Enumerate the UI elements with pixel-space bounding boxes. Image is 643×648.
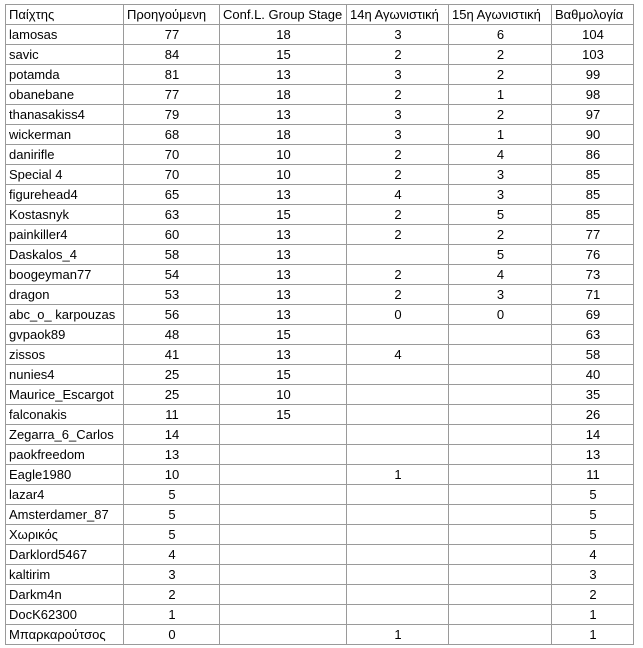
previous-cell[interactable]: 70 (124, 145, 220, 165)
total-cell[interactable]: 35 (552, 385, 634, 405)
previous-cell[interactable]: 58 (124, 245, 220, 265)
total-cell[interactable]: 85 (552, 165, 634, 185)
matchday-14-cell[interactable] (347, 365, 449, 385)
matchday-14-cell[interactable]: 0 (347, 305, 449, 325)
matchday-15-cell[interactable] (449, 445, 552, 465)
previous-cell[interactable]: 10 (124, 465, 220, 485)
player-cell[interactable]: dragon (6, 285, 124, 305)
matchday-15-cell[interactable]: 5 (449, 205, 552, 225)
matchday-14-cell[interactable] (347, 245, 449, 265)
matchday-14-cell[interactable] (347, 505, 449, 525)
header-row (6, 5, 634, 25)
group-stage-cell[interactable]: 13 (220, 265, 347, 285)
table-row (6, 605, 634, 625)
total-cell[interactable]: 85 (552, 185, 634, 205)
header-matchday-14[interactable]: 14η Αγωνιστική (347, 5, 449, 25)
group-stage-cell[interactable]: 13 (220, 105, 347, 125)
previous-cell[interactable]: 65 (124, 185, 220, 205)
total-cell[interactable]: 11 (552, 465, 634, 485)
total-cell[interactable]: 13 (552, 445, 634, 465)
group-stage-cell[interactable]: 13 (220, 225, 347, 245)
table-row (6, 285, 634, 305)
total-cell[interactable]: 5 (552, 505, 634, 525)
table-row (6, 325, 634, 345)
player-cell[interactable]: paokfreedom (6, 445, 124, 465)
matchday-15-cell[interactable] (449, 545, 552, 565)
matchday-14-cell[interactable] (347, 605, 449, 625)
player-cell[interactable]: Χωρικός (6, 525, 124, 545)
table-row (6, 365, 634, 385)
matchday-14-cell[interactable] (347, 405, 449, 425)
table-row (6, 65, 634, 85)
player-cell[interactable]: lazar4 (6, 485, 124, 505)
player-cell[interactable]: danirifle (6, 145, 124, 165)
total-cell[interactable]: 99 (552, 65, 634, 85)
matchday-14-cell[interactable]: 2 (347, 165, 449, 185)
group-stage-cell[interactable]: 15 (220, 45, 347, 65)
matchday-14-cell[interactable] (347, 585, 449, 605)
table-row (6, 105, 634, 125)
matchday-15-cell[interactable] (449, 525, 552, 545)
previous-cell[interactable]: 54 (124, 265, 220, 285)
group-stage-cell[interactable]: 15 (220, 325, 347, 345)
group-stage-cell[interactable] (220, 485, 347, 505)
player-cell[interactable]: Amsterdamer_87 (6, 505, 124, 525)
previous-cell[interactable]: 56 (124, 305, 220, 325)
player-cell[interactable]: lamosas (6, 25, 124, 45)
group-stage-cell[interactable] (220, 425, 347, 445)
group-stage-cell[interactable] (220, 545, 347, 565)
table-row (6, 585, 634, 605)
table-row (6, 25, 634, 45)
matchday-14-cell[interactable] (347, 425, 449, 445)
total-cell[interactable]: 5 (552, 485, 634, 505)
total-cell[interactable]: 58 (552, 345, 634, 365)
matchday-14-cell[interactable]: 2 (347, 285, 449, 305)
table-row (6, 185, 634, 205)
player-cell[interactable]: DocK62300 (6, 605, 124, 625)
previous-cell[interactable]: 25 (124, 385, 220, 405)
previous-cell[interactable]: 77 (124, 25, 220, 45)
table-row (6, 305, 634, 325)
player-cell[interactable]: savic (6, 45, 124, 65)
previous-cell[interactable]: 41 (124, 345, 220, 365)
matchday-14-cell[interactable]: 2 (347, 45, 449, 65)
matchday-15-cell[interactable]: 4 (449, 265, 552, 285)
total-cell[interactable]: 26 (552, 405, 634, 425)
table-row (6, 225, 634, 245)
previous-cell[interactable]: 13 (124, 445, 220, 465)
previous-cell[interactable]: 53 (124, 285, 220, 305)
group-stage-cell[interactable]: 15 (220, 205, 347, 225)
matchday-14-cell[interactable] (347, 525, 449, 545)
header-previous[interactable]: Προηγούμενη (124, 5, 220, 25)
total-cell[interactable]: 1 (552, 605, 634, 625)
matchday-15-cell[interactable] (449, 465, 552, 485)
player-cell[interactable]: nunies4 (6, 365, 124, 385)
matchday-14-cell[interactable]: 1 (347, 465, 449, 485)
previous-cell[interactable]: 84 (124, 45, 220, 65)
table-row (6, 85, 634, 105)
group-stage-cell[interactable] (220, 605, 347, 625)
total-cell[interactable]: 85 (552, 205, 634, 225)
matchday-15-cell[interactable]: 2 (449, 45, 552, 65)
matchday-14-cell[interactable]: 3 (347, 25, 449, 45)
total-cell[interactable]: 86 (552, 145, 634, 165)
player-cell[interactable]: Eagle1980 (6, 465, 124, 485)
table-row (6, 405, 634, 425)
table-row (6, 505, 634, 525)
previous-cell[interactable]: 2 (124, 585, 220, 605)
matchday-15-cell[interactable] (449, 405, 552, 425)
header-group-stage[interactable]: Conf.L. Group Stage (220, 5, 347, 25)
player-cell[interactable]: zissos (6, 345, 124, 365)
group-stage-cell[interactable] (220, 625, 347, 645)
player-cell[interactable]: thanasakiss4 (6, 105, 124, 125)
total-cell[interactable]: 97 (552, 105, 634, 125)
group-stage-cell[interactable]: 13 (220, 65, 347, 85)
total-cell[interactable]: 76 (552, 245, 634, 265)
matchday-14-cell[interactable]: 4 (347, 185, 449, 205)
table-row (6, 345, 634, 365)
total-cell[interactable]: 69 (552, 305, 634, 325)
group-stage-cell[interactable]: 10 (220, 145, 347, 165)
player-cell[interactable]: kaltirim (6, 565, 124, 585)
matchday-14-cell[interactable]: 3 (347, 105, 449, 125)
table-row (6, 465, 634, 485)
previous-cell[interactable]: 63 (124, 205, 220, 225)
matchday-15-cell[interactable]: 3 (449, 285, 552, 305)
matchday-14-cell[interactable]: 2 (347, 205, 449, 225)
player-cell[interactable]: figurehead4 (6, 185, 124, 205)
matchday-15-cell[interactable]: 0 (449, 305, 552, 325)
matchday-15-cell[interactable] (449, 485, 552, 505)
table-row (6, 265, 634, 285)
total-cell[interactable]: 2 (552, 585, 634, 605)
group-stage-cell[interactable]: 13 (220, 285, 347, 305)
group-stage-cell[interactable]: 15 (220, 365, 347, 385)
total-cell[interactable]: 104 (552, 25, 634, 45)
total-cell[interactable]: 77 (552, 225, 634, 245)
previous-cell[interactable]: 4 (124, 545, 220, 565)
group-stage-cell[interactable]: 18 (220, 125, 347, 145)
matchday-14-cell[interactable]: 2 (347, 225, 449, 245)
matchday-15-cell[interactable] (449, 505, 552, 525)
total-cell[interactable]: 3 (552, 565, 634, 585)
matchday-15-cell[interactable]: 2 (449, 225, 552, 245)
group-stage-cell[interactable]: 10 (220, 165, 347, 185)
matchday-15-cell[interactable]: 1 (449, 125, 552, 145)
matchday-15-cell[interactable]: 5 (449, 245, 552, 265)
matchday-15-cell[interactable] (449, 365, 552, 385)
matchday-14-cell[interactable] (347, 325, 449, 345)
standings-table (5, 4, 634, 645)
player-cell[interactable]: painkiller4 (6, 225, 124, 245)
matchday-15-cell[interactable] (449, 345, 552, 365)
total-cell[interactable]: 63 (552, 325, 634, 345)
group-stage-cell[interactable]: 10 (220, 385, 347, 405)
player-cell[interactable]: Zegarra_6_Carlos (6, 425, 124, 445)
group-stage-cell[interactable] (220, 585, 347, 605)
player-cell[interactable]: Kostasnyk (6, 205, 124, 225)
matchday-14-cell[interactable]: 4 (347, 345, 449, 365)
table-row (6, 45, 634, 65)
player-cell[interactable]: potamda (6, 65, 124, 85)
table-row (6, 205, 634, 225)
group-stage-cell[interactable]: 18 (220, 25, 347, 45)
matchday-14-cell[interactable]: 1 (347, 625, 449, 645)
player-cell[interactable]: abc_o_ karpouzas (6, 305, 124, 325)
group-stage-cell[interactable]: 15 (220, 405, 347, 425)
matchday-15-cell[interactable]: 2 (449, 65, 552, 85)
matchday-15-cell[interactable] (449, 605, 552, 625)
total-cell[interactable]: 73 (552, 265, 634, 285)
total-cell[interactable]: 4 (552, 545, 634, 565)
previous-cell[interactable]: 1 (124, 605, 220, 625)
previous-cell[interactable]: 5 (124, 485, 220, 505)
table-row (6, 525, 634, 545)
total-cell[interactable]: 103 (552, 45, 634, 65)
total-cell[interactable]: 98 (552, 85, 634, 105)
previous-cell[interactable]: 70 (124, 165, 220, 185)
matchday-14-cell[interactable]: 3 (347, 125, 449, 145)
matchday-15-cell[interactable]: 3 (449, 165, 552, 185)
matchday-14-cell[interactable]: 2 (347, 265, 449, 285)
group-stage-cell[interactable] (220, 445, 347, 465)
player-cell[interactable]: falconakis (6, 405, 124, 425)
previous-cell[interactable]: 5 (124, 505, 220, 525)
total-cell[interactable]: 71 (552, 285, 634, 305)
group-stage-cell[interactable]: 13 (220, 245, 347, 265)
previous-cell[interactable]: 11 (124, 405, 220, 425)
table-row (6, 445, 634, 465)
matchday-15-cell[interactable]: 1 (449, 85, 552, 105)
player-cell[interactable]: gvpaok89 (6, 325, 124, 345)
matchday-14-cell[interactable]: 3 (347, 65, 449, 85)
matchday-14-cell[interactable] (347, 545, 449, 565)
matchday-14-cell[interactable] (347, 565, 449, 585)
total-cell[interactable]: 5 (552, 525, 634, 545)
previous-cell[interactable]: 48 (124, 325, 220, 345)
matchday-15-cell[interactable]: 4 (449, 145, 552, 165)
player-cell[interactable]: Daskalos_4 (6, 245, 124, 265)
previous-cell[interactable]: 79 (124, 105, 220, 125)
header-total[interactable]: Βαθμολογία (552, 5, 634, 25)
matchday-14-cell[interactable]: 2 (347, 85, 449, 105)
table-row (6, 485, 634, 505)
matchday-15-cell[interactable]: 2 (449, 105, 552, 125)
total-cell[interactable]: 1 (552, 625, 634, 645)
total-cell[interactable]: 90 (552, 125, 634, 145)
group-stage-cell[interactable] (220, 565, 347, 585)
matchday-15-cell[interactable] (449, 425, 552, 445)
matchday-14-cell[interactable] (347, 485, 449, 505)
player-cell[interactable]: Maurice_Escargot (6, 385, 124, 405)
table-row (6, 245, 634, 265)
table-row (6, 565, 634, 585)
matchday-15-cell[interactable]: 6 (449, 25, 552, 45)
group-stage-cell[interactable] (220, 525, 347, 545)
standings-body (6, 5, 634, 645)
player-cell[interactable]: Darklord5467 (6, 545, 124, 565)
total-cell[interactable]: 14 (552, 425, 634, 445)
matchday-14-cell[interactable]: 2 (347, 145, 449, 165)
group-stage-cell[interactable]: 13 (220, 185, 347, 205)
previous-cell[interactable]: 81 (124, 65, 220, 85)
player-cell[interactable]: Special 4 (6, 165, 124, 185)
previous-cell[interactable]: 60 (124, 225, 220, 245)
total-cell[interactable]: 40 (552, 365, 634, 385)
matchday-15-cell[interactable] (449, 565, 552, 585)
matchday-14-cell[interactable] (347, 385, 449, 405)
player-cell[interactable]: wickerman (6, 125, 124, 145)
header-matchday-15[interactable]: 15η Αγωνιστική (449, 5, 552, 25)
group-stage-cell[interactable] (220, 465, 347, 485)
matchday-15-cell[interactable] (449, 325, 552, 345)
table-row (6, 425, 634, 445)
player-cell[interactable]: obanebane (6, 85, 124, 105)
group-stage-cell[interactable]: 18 (220, 85, 347, 105)
previous-cell[interactable]: 25 (124, 365, 220, 385)
table-row (6, 545, 634, 565)
player-cell[interactable]: Μπαρκαρούτσος (6, 625, 124, 645)
table-row (6, 165, 634, 185)
previous-cell[interactable]: 14 (124, 425, 220, 445)
player-cell[interactable]: boogeyman77 (6, 265, 124, 285)
table-row (6, 125, 634, 145)
previous-cell[interactable]: 0 (124, 625, 220, 645)
header-player[interactable]: Παίχτης (6, 5, 124, 25)
group-stage-cell[interactable]: 13 (220, 345, 347, 365)
previous-cell[interactable]: 68 (124, 125, 220, 145)
table-row (6, 385, 634, 405)
matchday-15-cell[interactable] (449, 385, 552, 405)
table-row (6, 625, 634, 645)
matchday-15-cell[interactable]: 3 (449, 185, 552, 205)
matchday-15-cell[interactable] (449, 585, 552, 605)
previous-cell[interactable]: 3 (124, 565, 220, 585)
group-stage-cell[interactable] (220, 505, 347, 525)
table-row (6, 145, 634, 165)
matchday-14-cell[interactable] (347, 445, 449, 465)
previous-cell[interactable]: 77 (124, 85, 220, 105)
group-stage-cell[interactable]: 13 (220, 305, 347, 325)
matchday-15-cell[interactable] (449, 625, 552, 645)
player-cell[interactable]: Darkm4n (6, 585, 124, 605)
previous-cell[interactable]: 5 (124, 525, 220, 545)
